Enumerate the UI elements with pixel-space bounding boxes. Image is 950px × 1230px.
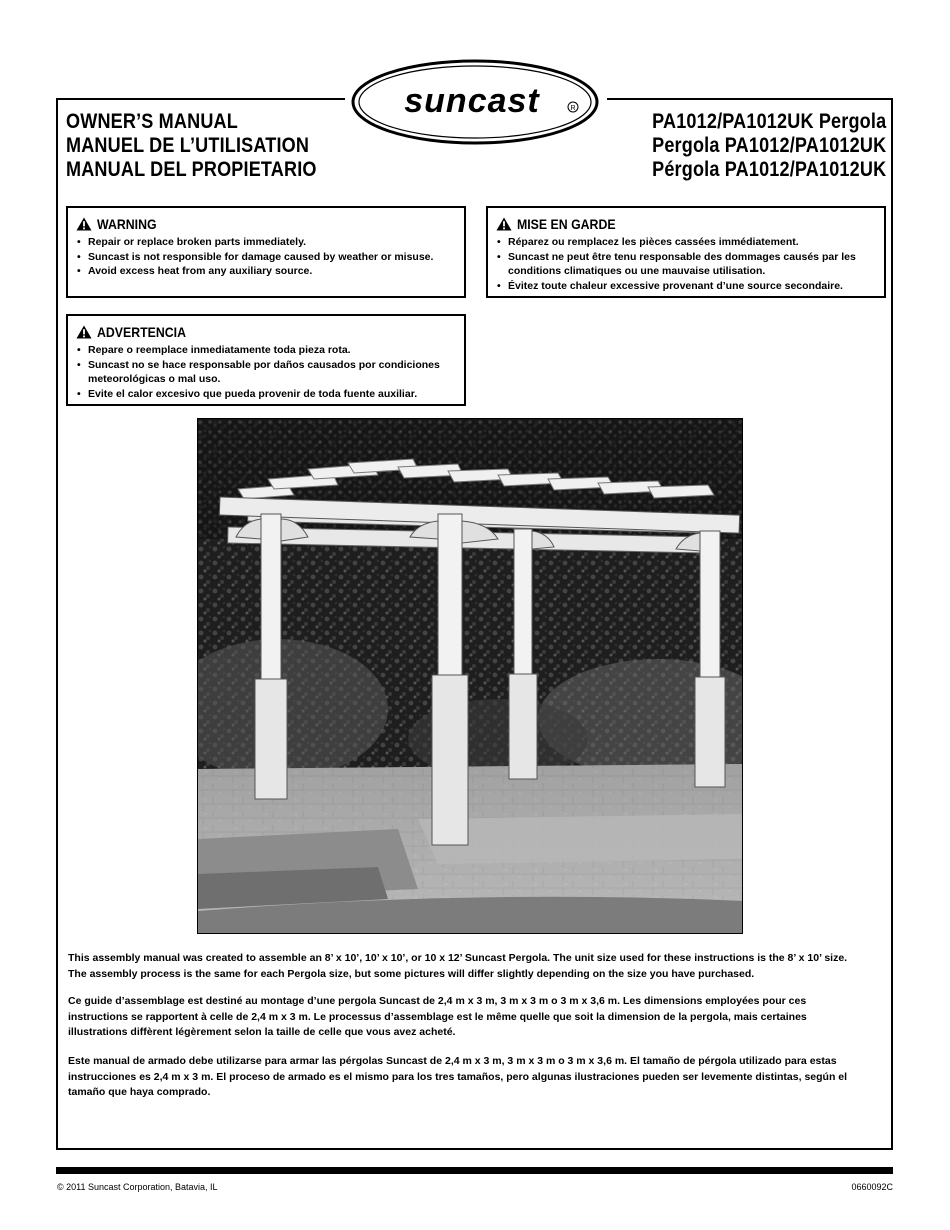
warning-item: • Suncast no se hace responsable por daños causados por condiciones meteorológicas o mal uso. [76,358,456,387]
warning-list [496,235,876,293]
intro-paragraph-es [68,1054,868,1101]
manual-titles [66,110,357,182]
warning-item: • Suncast ne peut être tenu responsable des dommages causés par les conditions climatiques ou une mauvaise utilisation. [496,250,876,279]
intro-paragraph-fr [68,994,868,1041]
paragraph-en: This assembly manual was created to assemble an 8’ x 10’, 10’ x 10’, or 10 x 12’ Suncast Pergola. The unit size used for these instructions is the 8’ x 10’ size. The assembly process is the same for each Pergola size, but some pictures will differ slightly depending on the size you have purchased. [68,952,848,980]
part-number: 0660092C [851,1182,893,1192]
title-en: OWNER’S MANUAL [66,110,238,133]
warning-item: • Evite el calor excesivo que pueda provenir de toda fuente auxiliar. [76,387,456,402]
product-titles [614,110,886,182]
warning-triangle-icon [496,217,512,231]
warning-triangle-icon [76,325,92,339]
warning-item: • Repair or replace broken parts immediately. [76,235,456,250]
warning-triangle-icon [76,217,92,231]
copyright: © 2011 Suncast Corporation, Batavia, IL [57,1182,218,1192]
pergola-photo [197,418,743,934]
intro-paragraph-en [68,951,868,982]
warning-item: • Réparez ou remplacez les pièces cassées immédiatement. [496,235,876,250]
advertencia-heading: ADVERTENCIA [97,324,186,340]
paragraph-es: Este manual de armado debe utilizarse para armar las pérgolas Suncast de 2,4 m x 3 m, 3 m x 3 m o 3 m x 3,6 m. El tamaño de pérgola utilizado para estas instrucciones es 2,4 m x 3 m. El proceso de armado es el mismo para los tres tamaños, pero algunas ilustraciones pueden ser levemente distintas, según el tamaño que haya comprado. [68,1055,848,1098]
warning-heading: WARNING [97,216,157,232]
warning-list [76,343,456,401]
footer-rule [56,1167,893,1174]
product-title-es: Pérgola PA1012/PA1012UK [651,158,886,181]
warning-item: • Évitez toute chaleur excessive provenant d’une source secondaire. [496,279,876,294]
warning-box-es [66,314,466,406]
warning-item: • Repare o reemplace inmediatamente toda pieza rota. [76,343,456,358]
paragraph-fr: Ce guide d’assemblage est destiné au montage d’une pergola Suncast de 2,4 m x 3 m, 3 m x 3 m o 3 m x 3,6 m. Les dimensions employées pour ces instructions se rapportent à celle de 2,4 m x 3 m. Le processus d’assemblage est le même quelle que soit la dimension de la pergola, mais certaines illustrations diffèrent légèrement selon la taille de celle que vous avez acheté. [68,995,807,1038]
warning-item: • Avoid excess heat from any auxiliary source. [76,264,456,279]
warning-item: • Suncast is not responsible for damage caused by weather or misuse. [76,250,456,265]
logo-text: suncast [404,82,540,120]
title-es: MANUAL DEL PROPIETARIO [66,158,317,181]
product-title-en: PA1012/PA1012UK Pergola [651,110,886,133]
warning-box-en [66,206,466,298]
warning-box-fr [486,206,886,298]
pergola-illustration [198,419,743,934]
product-title-fr: Pergola PA1012/PA1012UK [651,134,886,157]
warning-list [76,235,456,279]
svg-text:R: R [570,105,576,112]
suncast-logo [350,58,600,146]
title-fr: MANUEL DE L’UTILISATION [66,134,310,157]
mise-en-garde-heading: MISE EN GARDE [517,216,616,232]
